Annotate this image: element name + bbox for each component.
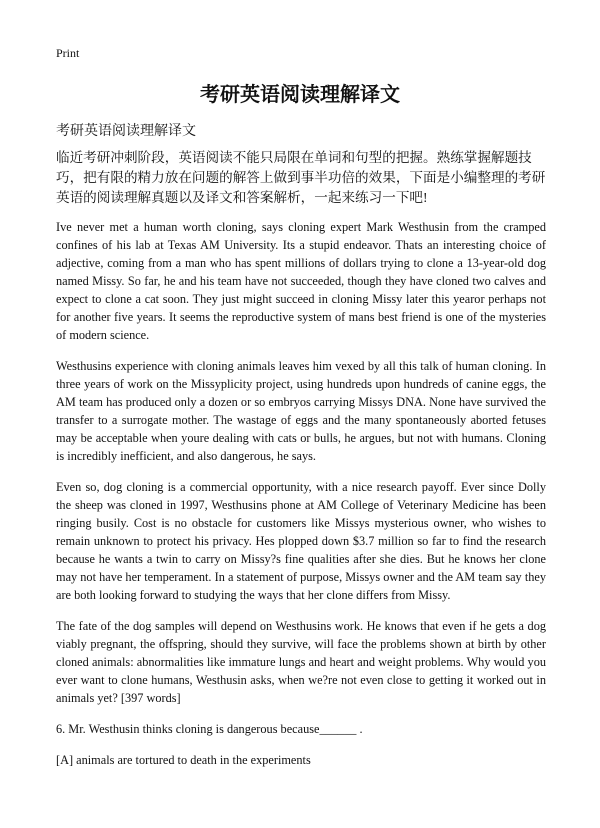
page-title: 考研英语阅读理解译文 [200, 84, 400, 106]
article-body [56, 218, 546, 782]
article-paragraph: Westhusins experience with cloning animals leaves him vexed by all this talk of human cloning. In three years of work on the Missyplicity project, using hundreds upon hundreds of canine eggs, the AM team has produced only a dozen or so embryos carrying Missys DNA. None have survived the transfer to a surrogate mother. The wastage of eggs and the many spontaneously aborted fetuses may be acceptable when youre dealing with cats or bulls, he argues, but not with humans. Cloning is incredibly inefficient, and also dangerous, he says. [56, 359, 546, 463]
article-paragraph: The fate of the dog samples will depend on Westhusins work. He knows that even if he gets a dog viably pregnant, the offspring, should they survive, will face the problems shown at birth by other cloned animals: abnormalities like immature lungs and heart and weight problems. Why would you ever want to clone humans, Westhusin asks, when we?re not even close to getting it worked out in animals yet? [397 words] [56, 619, 546, 705]
article-paragraph: Even so, dog cloning is a commercial opportunity, with a nice research payoff. Ever since Dolly the sheep was cloned in 1997, Westhusins phone at AM College of Veterinary Medicine has been ringing busily. Cost is no obstacle for customers like Missys mysterious owner, who wishes to remain unknown to protect his privacy. Hes plopped down $3.7 million so far to find the research because he wants a twin to carry on Missy?s fine qualities after she dies. But he knows her clone may not have her temperament. In a statement of purpose, Missys owner and the AM team say they are both looking forward to studying the ways that her clone differs from Missy. [56, 480, 546, 602]
question-text: 6. Mr. Westhusin thinks cloning is dangerous because______ . [56, 722, 363, 736]
article-paragraph: Ive never met a human worth cloning, says cloning expert Mark Westhusin from the cramped confines of his lab at Texas AM University. Its a stupid endeavor. Thats an interesting choice of adjective, coming from a man who has spent millions of dollars trying to clone a 13-year-old dog named Missy. So far, he and his team have not succeeded, though they have cloned two calves and expect to clone a cat soon. They just might succeed in cloning Missy later this yearor perhaps not for another five years. It seems the reproductive system of mans best friend is one of the mysteries of modern science. [56, 220, 546, 342]
print-link[interactable]: Print [56, 46, 80, 60]
article-subtitle: 考研英语阅读理解译文 [56, 124, 196, 139]
intro-paragraph: 临近考研冲刺阶段，英语阅读不能只局限在单词和句型的把握。熟练掌握解题技巧，把有限的精力放在问题的解答上做到事半功倍的效果，下面是小编整理的考研英语的阅读理解真题以及译文和答案解析，一起来练习一下吧! [56, 150, 546, 205]
answer-option-a: [A] animals are tortured to death in the experiments [56, 753, 311, 767]
